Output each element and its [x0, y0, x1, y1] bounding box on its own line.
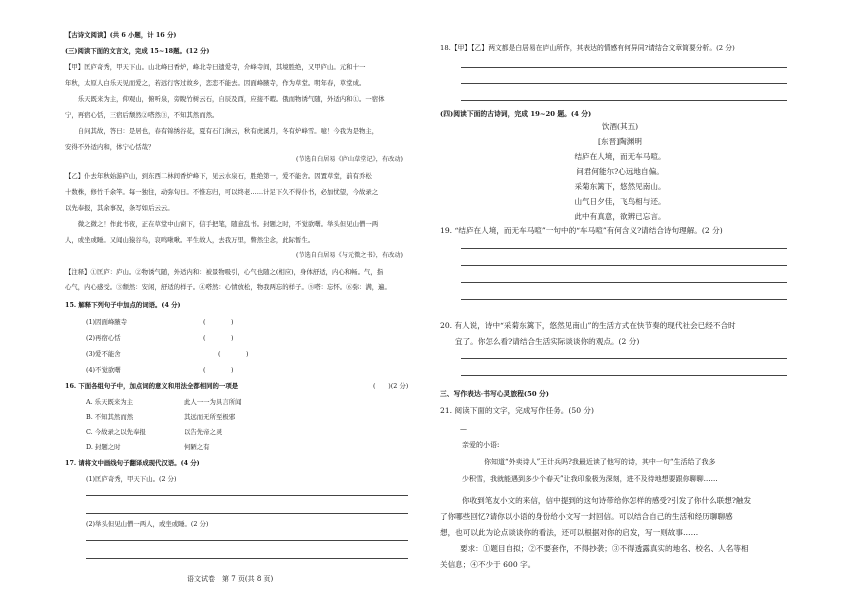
poem-line: 结庐在人境，而无车马喧。	[574, 152, 666, 161]
q15-blank[interactable]: ( )	[203, 366, 234, 374]
requirements-line2: 关信息；④不少于 600 字。	[440, 560, 536, 569]
classical-sub-title: (三)阅读下面的文言文，完成 15~18题。(12 分)	[65, 47, 210, 55]
poem-line: 问君何能尔?心远地自偏。	[576, 167, 664, 176]
passage-yi-line: 微之微之！作此书夜，正在草堂中山窗下，信手把笔，随意乱书。封题之时，不觉欲曙。举头但见山僧一两	[65, 220, 379, 228]
q15-item: (2)再宿心恬	[86, 334, 121, 342]
answer-line[interactable]	[461, 83, 787, 84]
q16-score[interactable]: ( )(2 分)	[373, 382, 409, 390]
q16-option-a: A. 乐天既来为主	[86, 398, 134, 406]
answer-line[interactable]	[461, 358, 787, 359]
q15-blank[interactable]: ( )	[203, 334, 234, 342]
q20-title-line1: 20. 有人说，诗中“采菊东篱下，悠然见南山”的生活方式在快节奏的现代社会已经不合时	[440, 321, 736, 330]
q16-option-c: C. 今故录之以先奉报	[86, 428, 146, 436]
q16-title: 16. 下面各组句子中，加点词的意义和用法全都相同的一项是	[65, 382, 239, 390]
task-line: 了你哪些回忆?请你以小语的身份给小文写一封回信。可以结合自己的生活和经历聊聊感	[440, 512, 733, 521]
passage-jia-line: 年秋，太原人白乐天见而爱之，若远行客过故乡，恋恋不能去。因面峰腋寺，作为草堂。明年春，草堂成。	[65, 79, 366, 87]
part4-title: (四)阅读下面的古诗词，完成 19~20 题。(4 分)	[440, 110, 592, 118]
passage-yi-line: 以先奉报，其余事况，条写如后云云。	[65, 204, 174, 212]
q17-item-2: (2)举头但见山僧一两人，或坐或睡。(2 分)	[86, 520, 209, 528]
answer-line[interactable]	[461, 299, 787, 300]
answer-line[interactable]	[461, 265, 787, 266]
passage-jia-line: 自问其故，答曰：是居也，春有锦绣谷花，夏有石门涧云，秋有虎溪月，冬有炉峰雪。噫！今我为是物主，	[65, 127, 379, 135]
task-line: 你收到笔友小文的来信，信中提到的这句诗带给你怎样的感受?引发了你什么联想?触发	[462, 496, 752, 505]
q15-blank[interactable]: ( )	[203, 318, 234, 326]
passage-jia-line: 乐天既来为主，仰观山，俯听泉，旁睨竹树云石，自辰及酉，应接不暇。俄而物诱气随，外适内和①。一宿体	[65, 95, 385, 103]
poem-author: [东晋]陶渊明	[598, 137, 642, 146]
q15-item: (3)爱不能舍	[86, 350, 121, 358]
q19-title: 19. “结庐在人境，而无车马喧”一句中的“车马喧”有何含义?请结合诗句理解。(2 分)	[440, 226, 723, 235]
passage-jia-source: (节选自白居易《庐山草堂记》，有改动)	[296, 156, 403, 163]
poem-line: 此中有真意，欲辨已忘言。	[574, 212, 666, 221]
letter-line: 少积雪，我就能遇到多少个春天”让我印象极为深刻，进不及待地想要跟你聊聊……	[462, 475, 718, 483]
q17-item-1: (1)匡庐奇秀，甲天下山。(2 分)	[86, 475, 177, 483]
q16-option-b: B. 不知其然而然	[86, 413, 134, 421]
notes-line: 【注释】①匡庐：庐山。②物诱气随，外适内和：被景物吸引，心气也随之(相应)，身体舒适，内心和畅。气，指	[65, 268, 384, 276]
answer-line[interactable]	[461, 100, 787, 101]
passage-yi-line: 人，或坐或睡。又闻山猿谷鸟，哀鸣啾啾。平生故人，去我万里，瞥然尘念，此际暂生。	[65, 236, 315, 244]
q15-blank[interactable]: ( )	[218, 350, 249, 358]
q16-option-c-pair: 以告先帝之灵	[184, 428, 223, 436]
requirements-line1: 要求：①题目自拟；②不要套作，不得抄袭；③不得透露真实的地名、校名、人名等相	[460, 544, 749, 553]
page-footer: 语文试卷 第 7 页(共 8 页)	[187, 575, 274, 583]
q21-title: 21. 阅读下面的文字，完成写作任务。(50 分)	[440, 406, 594, 415]
part3-title: 三、写作表达·书写心灵旅程(50 分)	[440, 390, 549, 398]
q16-option-b-pair: 其远而无所至极邪	[184, 413, 236, 421]
task-line: 想，也可以此为论点谈谈你的看法，还可以根据对你的启发，写一则故事……	[440, 528, 699, 537]
passage-yi-source: (节选自白居易《与元微之书》，有改动)	[296, 252, 403, 259]
poem-line: 山气日夕佳，飞鸟相与还。	[574, 197, 666, 206]
answer-line[interactable]	[86, 558, 408, 559]
answer-line[interactable]	[86, 495, 408, 496]
passage-jia-line: 安得不外适内和，体宁心恬哉？	[65, 143, 155, 151]
answer-line[interactable]	[461, 282, 787, 283]
poem-title: 饮酒(其五)	[601, 122, 639, 131]
letter-separator: —	[460, 425, 467, 433]
q16-option-d: D. 封题之时	[86, 443, 121, 451]
answer-line[interactable]	[461, 248, 787, 249]
answer-line[interactable]	[86, 540, 408, 541]
passage-jia-line: 【甲】匡庐奇秀，甲天下山。山北峰曰香炉，峰北寺曰遗爱寺，介峰寺间，其境胜绝，又甲庐山。元和十一	[65, 63, 366, 71]
answer-line[interactable]	[461, 375, 787, 376]
notes-line: 心气，内心感受。③颓然：安闲，舒适的样子。④嗒然：心情放松，物我两忘的样子。⑤嗒：忘怀。⑥弥：满，遍。	[65, 283, 391, 291]
answer-line[interactable]	[86, 513, 408, 514]
answer-line[interactable]	[461, 67, 787, 68]
q20-title-line2: 宜了。你怎么看?请结合生活实际谈谈你的观点。(2 分)	[455, 337, 640, 346]
letter-greeting: 亲爱的小语:	[462, 441, 500, 449]
q15-item: (4)不觉欲曙	[86, 366, 121, 374]
q16-option-d-pair: 何陋之有	[184, 443, 210, 451]
q16-option-a-pair: 此人一一为具言所闻	[184, 398, 242, 406]
passage-jia-line: 宁，再宿心恬，三宿后颓然②嗒然③，不知其然而然。	[65, 111, 219, 119]
section-title: 【古诗文阅读】(共 6 小题，计 16 分)	[65, 31, 177, 39]
letter-line: 你知道“外卖诗人”王计兵吗?我最近读了他写的诗，其中一句“生活给了我多	[484, 458, 716, 466]
q18-title: 18.【甲】【乙】两文都是白居易在庐山所作，其表达的情感有何异同?请结合文章简要分析。(2 分)	[440, 44, 735, 52]
q17-title: 17. 请将文中画线句子翻译成现代汉语。(4 分)	[65, 459, 200, 467]
q15-title: 15. 解释下列句子中加点的词语。(4 分)	[65, 301, 181, 309]
passage-yi-line: 【乙】仆去年秋始游庐山，到东西二林间香炉峰下，见云水泉石，胜绝第一，爱不能舍。因置草堂，前有乔松	[65, 172, 372, 180]
passage-yi-line: 十数株，修竹千余竿。每一独往，动弥旬日。不惟忘归，可以终老……计足下久不得仆书，必加忧望，今故录之	[65, 188, 379, 196]
poem-line: 采菊东篱下，悠然见南山。	[574, 182, 666, 191]
q15-item: (1)因面峰腋寺	[86, 318, 128, 326]
